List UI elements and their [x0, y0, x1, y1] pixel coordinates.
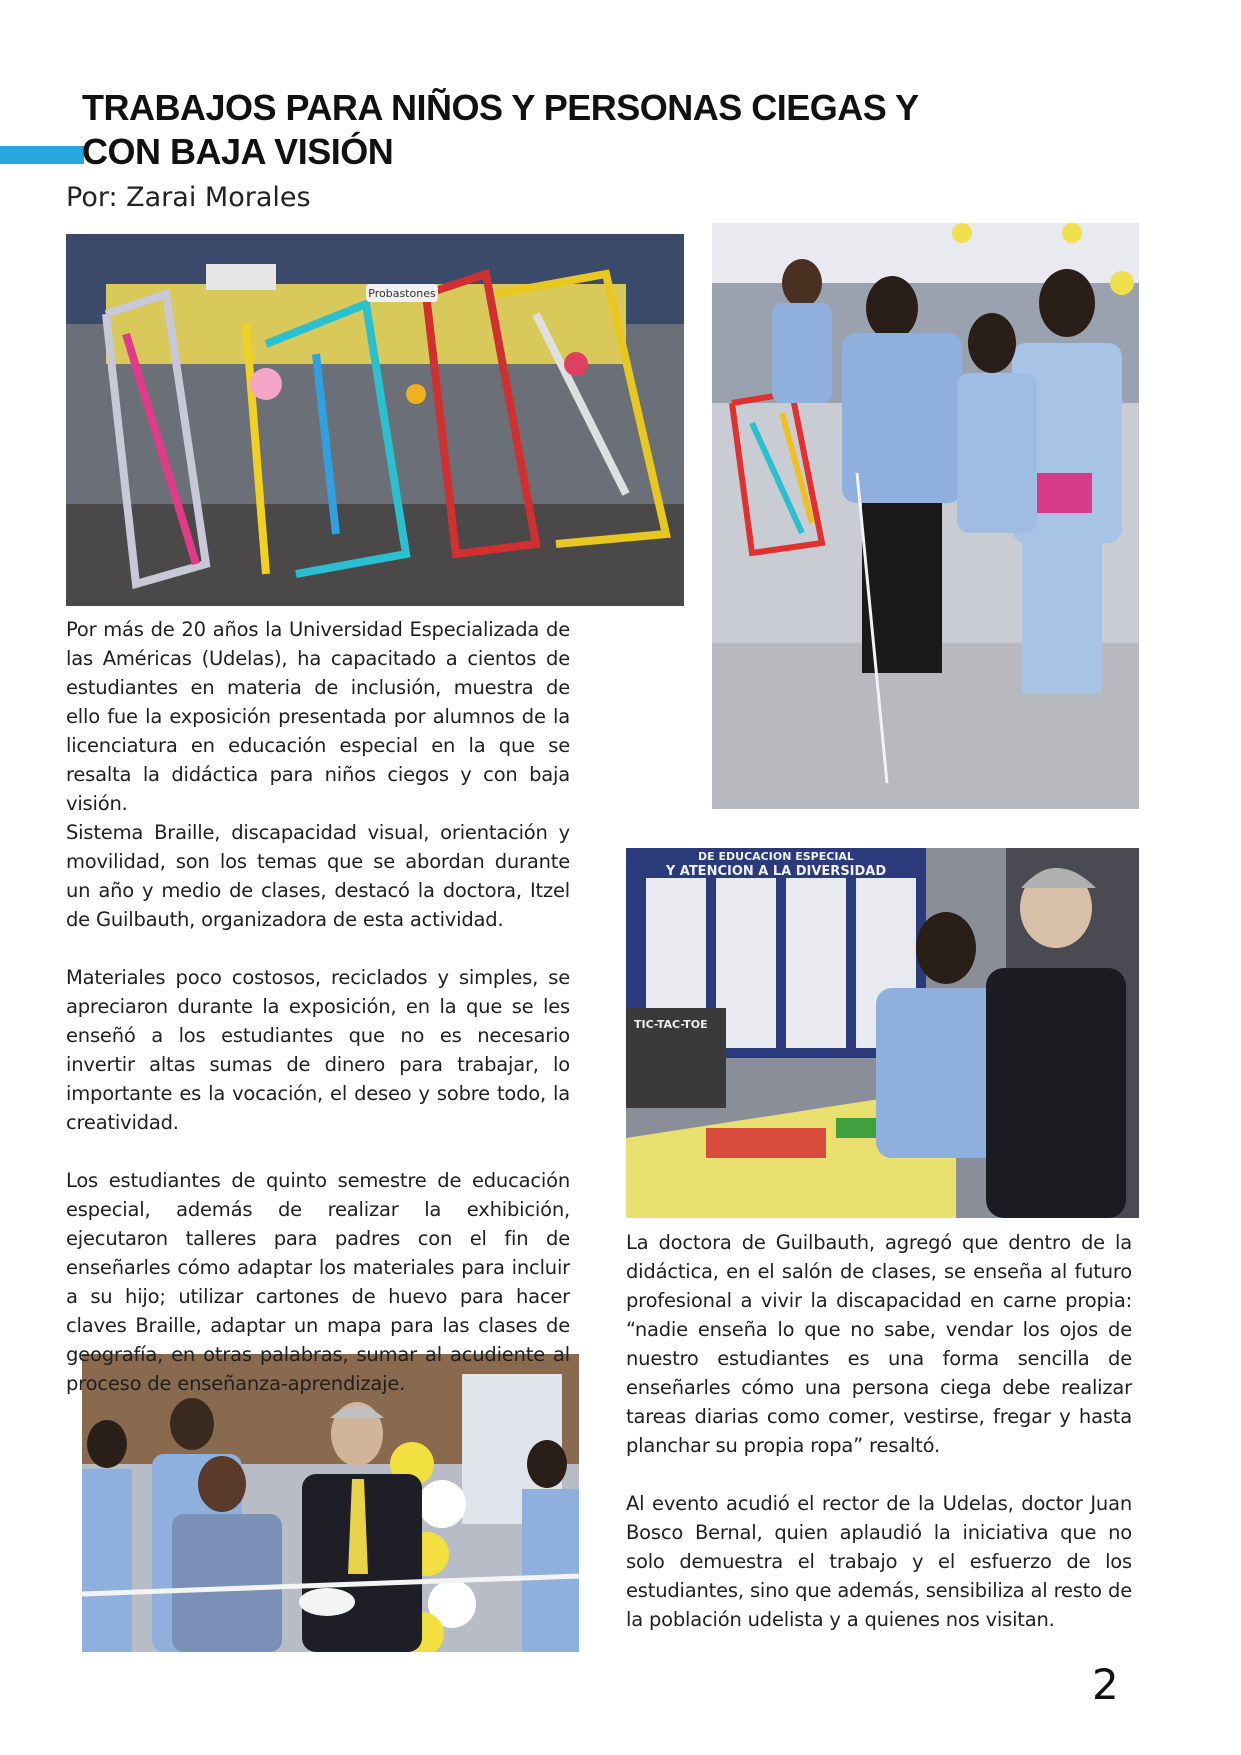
photo-exhibit-table — [626, 848, 1139, 1218]
left-column-text — [66, 615, 570, 1398]
walkers-sign: Probastones — [368, 287, 436, 300]
paragraph: Por más de 20 años la Universidad Especializada de las Américas (Udelas), ha capacitado a cientos de estudiantes en materia de inclusión, muestra de ello fue la exposición presentada por alumnos de la licenciatura en educación especial en la que se resalta la didáctica para niños ciegos y con baja visión. — [66, 618, 570, 815]
paragraph: La doctora de Guilbauth, agregó que dentro de la didáctica, en el salón de clases, se enseña al futuro profesional a vivir la discapacidad en carne propia: “nadie enseña lo que no sabe, vendar los ojos de nuestro estudiantes es una forma sencilla de enseñarles cómo una persona ciega debe realizar tareas diarias como comer, vestirse, fregar y hasta planchar su propia ropa” resaltó. — [626, 1231, 1132, 1457]
page-number: 2 — [1092, 1660, 1119, 1709]
byline: Por: Zarai Morales — [66, 182, 311, 213]
photo-cane-walk — [712, 223, 1139, 809]
game-label: TIC-TAC-TOE — [634, 1018, 708, 1031]
paragraph: Los estudiantes de quinto semestre de educación especial, además de realizar la exhibición, ejecutaron talleres para padres con el fin de enseñarles cómo adaptar los materiales para incluir a su hijo; utilizar cartones de huevo para hacer claves Braille, adaptar un mapa para las clases de geografía, en otras palabras, sumar al acudiente al proceso de enseñanza-aprendizaje. — [66, 1169, 570, 1395]
board-top-text: DE EDUCACION ESPECIAL — [698, 850, 854, 863]
board-banner: Y ATENCION A LA DIVERSIDAD — [665, 864, 887, 879]
photo-ribbon-cutting — [82, 1354, 579, 1652]
paragraph: Al evento acudió el rector de la Udelas, doctor Juan Bosco Bernal, quien aplaudió la iniciativa que no solo demuestra el trabajo y el esfuerzo de los estudiantes, sino que además, sensibiliza al resto de la población udelista y a quienes nos visitan. — [626, 1492, 1132, 1631]
article-title: TRABAJOS PARA NIÑOS Y PERSONAS CIEGAS Y CON BAJA VISIÓN — [82, 87, 919, 172]
photo-pvc-walkers — [66, 234, 684, 606]
paragraph: Materiales poco costosos, reciclados y simples, se apreciaron durante la exposición, en la que se les enseñó a los estudiantes que no es necesario invertir altas sumas de dinero para trabajar, lo importante es la vocación, el deseo y sobre todo, la creatividad. — [66, 966, 570, 1134]
paragraph: Sistema Braille, discapacidad visual, orientación y movilidad, son los temas que se abordan durante un año y medio de clases, destacó la doctora, Itzel de Guilbauth, organizadora de esta actividad. — [66, 821, 570, 931]
accent-bar — [0, 146, 84, 164]
right-column-text — [626, 1228, 1132, 1634]
